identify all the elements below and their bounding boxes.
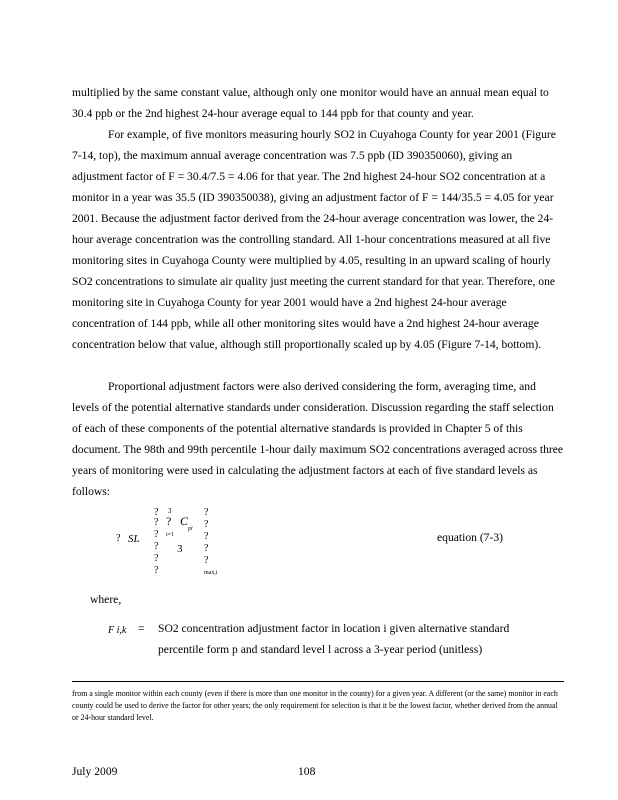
eq-bracket-mark: ?	[204, 555, 209, 566]
eq-bracket-mark: ?	[204, 531, 209, 542]
footer-date: July 2009	[72, 765, 118, 778]
definition-line-2: percentile form p and standard level l across a 3-year period (unitless)	[158, 643, 483, 656]
eq-bracket-mark: ?	[204, 507, 209, 518]
eq-lhs: SL	[128, 533, 140, 545]
definition-line-1: SO2 concentration adjustment factor in location i given alternative standard	[158, 622, 510, 635]
footnote: from a single monitor within each county (even if there is more than one monitor in the county) for a given year. A different (or the same) monitor in each county could be used to derive the factor for other years; the only requirement for selection is that it be the lowest factor, whether derived from the annual or 24-hour standard level.	[72, 689, 558, 722]
paragraph-continuation: multiplied by the same constant value, although only one monitor would have an annual mean equal to 30.4 ppb or the 2nd highest 24-hour average equal to 144 ppb for that county and year.	[72, 86, 549, 120]
eq-bracket-mark: ?	[154, 541, 159, 552]
eq-bracket-mark: ?	[154, 529, 159, 540]
equation-label: equation (7-3)	[437, 531, 503, 544]
eq-bracket-mark: ?	[204, 519, 209, 530]
footnote-divider	[72, 681, 564, 682]
eq-numerator-subscript: pi	[188, 526, 193, 532]
definition-equals: =	[138, 622, 145, 635]
eq-sum-lower-limit: i=1	[166, 532, 175, 538]
eq-left-mark: ?	[116, 533, 121, 544]
paragraph-cuyahoga-example: For example, of five monitors measuring hourly SO2 in Cuyahoga County for year 2001 (Figure 7-14, top), the maximum annual average concentration was 7.5 ppb (ID 390350060), giving an adjustment factor of F = 30.4/7.5 = 4.06 for that year. The 2nd highest 24-hour SO2 concentration at a monitor in a year was 35.5 (ID 390350038), giving an adjustment factor of F = 144/35.5 = 4.05 for year 2001. Because the adjustment factor derived from the 24-hour average concentration was lower, the 24-hour average concentration was the controlling standard. All 1-hour concentrations measured at all five monitoring sites in Cuyahoga County were multiplied by 4.05, resulting in an upward scaling of hourly SO2 concentrations to simulate air quality just meeting the current standard for that year. Therefore, one monitoring site in Cuyahoga County for year 2001 would have a 2nd highest 24-hour average concentration of 144 ppb, while all other monitoring sites would have a 2nd highest 24-hour average concentration below that value, although still proportionally scaled up by 4.05 (Figure 7-14, bottom).	[72, 128, 556, 351]
eq-denominator: 3	[177, 543, 183, 555]
eq-sum-upper-limit: 3	[168, 507, 172, 515]
eq-bracket-mark: ?	[154, 507, 159, 518]
eq-max-subscript: max,i	[204, 570, 218, 576]
eq-bracket-mark: ?	[154, 553, 159, 564]
eq-sum-symbol: ?	[166, 514, 172, 528]
where-label: where,	[90, 593, 122, 606]
eq-bracket-mark: ?	[154, 517, 159, 528]
page-number: 108	[298, 765, 316, 778]
equation-7-3	[116, 500, 240, 580]
eq-numerator-c: C	[180, 514, 189, 528]
eq-bracket-mark: ?	[154, 565, 159, 576]
definition-text	[158, 618, 558, 660]
eq-bracket-mark: ?	[204, 543, 209, 554]
definition-symbol: F i,k	[108, 625, 127, 636]
paragraph-alternative-standards: Proportional adjustment factors were also derived considering the form, averaging time, and levels of the potential alternative standards under consideration. Discussion regarding the staff selection of each of these components of the potential alternative standards is provided in Chapter 5 of this document. The 98th and 99th percentile 1-hour daily maximum SO2 concentrations averaged across three years of monitoring were used in calculating the adjustment factors at each of five standard levels as follows:	[72, 380, 564, 498]
